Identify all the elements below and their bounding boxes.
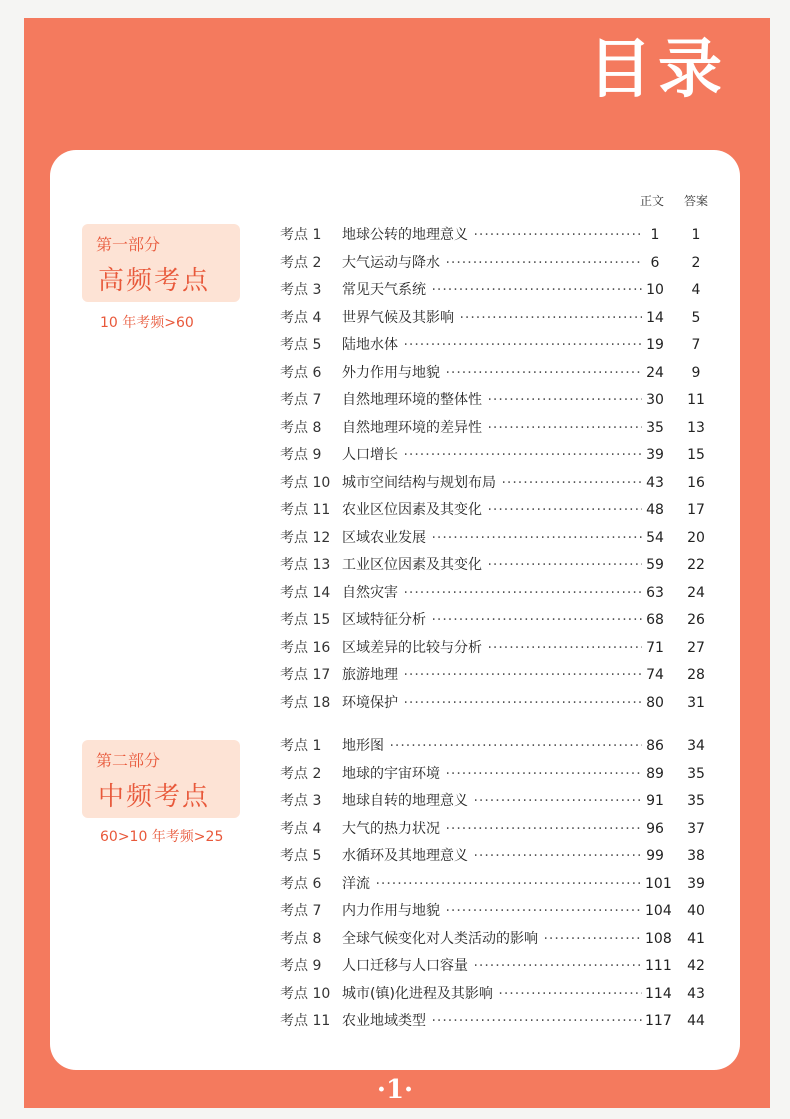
topic-title: 外力作用与地貌 ·····	[342, 362, 642, 384]
topic-title: 人口迁移与人口容量 ·····	[342, 955, 642, 977]
answer-page-number: 24	[687, 584, 705, 601]
section-name: 中频考点	[98, 782, 211, 812]
topic-title: 世界气候及其影响 ·····	[342, 307, 642, 329]
topic-title: 地球的宇宙环境 ·····	[342, 763, 642, 785]
topic-title: 自然灾害 ·····	[342, 582, 642, 604]
topic-number: 考点 15	[280, 612, 331, 628]
toc-entry[interactable]	[280, 307, 720, 329]
topic-title: 大气的热力状况 ·····	[342, 818, 642, 840]
toc-entry[interactable]	[280, 900, 720, 922]
section-part-label: 第一部分	[96, 235, 161, 254]
topic-number: 考点 7	[280, 392, 322, 408]
toc-entry[interactable]	[280, 955, 720, 977]
topic-number: 考点 14	[280, 584, 331, 601]
section-part-label: 第二部分	[96, 751, 161, 770]
main-page-number: 59	[646, 557, 664, 573]
topic-number: 考点 8	[280, 930, 322, 947]
main-page-number: 19	[646, 337, 664, 353]
answer-page-number: 16	[687, 474, 705, 491]
toc-entry[interactable]	[280, 554, 720, 576]
answer-page-number: 5	[691, 309, 701, 326]
answer-page-number: 22	[687, 557, 705, 573]
main-page-number: 91	[646, 793, 664, 809]
topic-number: 考点 17	[280, 667, 331, 683]
main-page-number: 6	[650, 254, 660, 271]
topic-number: 考点 1	[280, 227, 322, 243]
main-page-number: 39	[646, 447, 664, 463]
topic-number: 考点 12	[280, 529, 331, 546]
main-page-number: 35	[646, 419, 664, 436]
main-page-number: 43	[646, 474, 664, 491]
section-frequency-note: 60>10 年考频>25	[100, 829, 224, 845]
toc-entry[interactable]	[280, 252, 720, 274]
topic-number: 考点 16	[280, 639, 331, 656]
page-title: 目录	[588, 33, 728, 107]
answer-page-number: 44	[687, 1013, 705, 1029]
main-page-number: 101	[645, 875, 672, 892]
answer-page-number: 1	[691, 227, 701, 243]
answer-page-number: 31	[687, 694, 705, 711]
answer-page-number: 40	[687, 903, 705, 919]
answer-page-number: 42	[687, 958, 705, 974]
column-header-answer: 答案	[684, 194, 709, 208]
main-page-number: 54	[646, 529, 664, 546]
answer-page-number: 13	[687, 419, 705, 436]
answer-page-number: 35	[687, 765, 705, 782]
topic-number: 考点 3	[280, 793, 322, 809]
main-page-number: 74	[646, 667, 664, 683]
main-page-number: 114	[645, 985, 672, 1002]
topic-number: 考点 7	[280, 903, 322, 919]
toc-entry[interactable]	[280, 637, 720, 659]
main-page-number: 99	[646, 848, 664, 864]
section-frequency-note: 10 年考频>60	[100, 315, 194, 331]
answer-page-number: 43	[687, 985, 705, 1002]
main-page-number: 24	[646, 364, 664, 381]
topic-number: 考点 4	[280, 309, 322, 326]
topic-number: 考点 2	[280, 254, 322, 271]
main-page-number: 96	[646, 820, 664, 837]
main-page-number: 14	[646, 309, 664, 326]
answer-page-number: 39	[687, 875, 705, 892]
main-page-number: 48	[646, 502, 664, 518]
topic-title: 自然地理环境的差异性 ·····	[342, 417, 642, 439]
toc-entry[interactable]	[280, 224, 720, 246]
topic-title: 地球自转的地理意义 ·····	[342, 790, 642, 812]
main-page-number: 111	[645, 958, 672, 974]
answer-page-number: 37	[687, 820, 705, 837]
main-page-number: 117	[645, 1013, 672, 1029]
topic-title: 地球公转的地理意义 ·····	[342, 224, 642, 246]
page-number: ·1·	[376, 1075, 414, 1105]
topic-title: 自然地理环境的整体性 ·····	[342, 389, 642, 411]
toc-entry[interactable]	[280, 389, 720, 411]
answer-page-number: 17	[687, 502, 705, 518]
section-name: 高频考点	[98, 266, 211, 296]
toc-entry[interactable]	[280, 1010, 720, 1032]
main-page-number: 80	[646, 694, 664, 711]
answer-page-number: 27	[687, 639, 705, 656]
topic-number: 考点 5	[280, 848, 322, 864]
topic-number: 考点 8	[280, 419, 322, 436]
section-badge-2	[82, 740, 240, 818]
answer-page-number: 38	[687, 848, 705, 864]
main-page-number: 1	[650, 227, 660, 243]
topic-title: 区域差异的比较与分析 ·····	[342, 637, 642, 659]
toc-entry[interactable]	[280, 444, 720, 466]
topic-title: 农业区位因素及其变化 ·····	[342, 499, 642, 521]
answer-page-number: 9	[691, 364, 701, 381]
answer-page-number: 20	[687, 529, 705, 546]
toc-entry[interactable]	[280, 527, 720, 549]
toc-entry[interactable]	[280, 499, 720, 521]
main-page-number: 68	[646, 612, 664, 628]
toc-entry[interactable]	[280, 664, 720, 686]
toc-entry[interactable]	[280, 582, 720, 604]
topic-title: 地形图 ·····	[342, 735, 642, 757]
answer-page-number: 7	[691, 337, 701, 353]
topic-number: 考点 11	[280, 1013, 331, 1029]
topic-number: 考点 11	[280, 502, 331, 518]
topic-number: 考点 10	[280, 474, 331, 491]
topic-title: 旅游地理 ·····	[342, 664, 642, 686]
main-page-number: 108	[645, 930, 672, 947]
topic-number: 考点 13	[280, 557, 331, 573]
answer-page-number: 2	[691, 254, 701, 271]
topic-number: 考点 2	[280, 765, 322, 782]
topic-title: 人口增长 ·····	[342, 444, 642, 466]
answer-page-number: 26	[687, 612, 705, 628]
topic-title: 工业区位因素及其变化 ·····	[342, 554, 642, 576]
toc-entry[interactable]	[280, 790, 720, 812]
topic-number: 考点 3	[280, 282, 322, 298]
toc-entry[interactable]	[280, 334, 720, 356]
topic-title: 常见天气系统 ·····	[342, 279, 642, 301]
topic-number: 考点 10	[280, 985, 331, 1002]
topic-number: 考点 6	[280, 875, 322, 892]
toc-entry[interactable]	[280, 983, 720, 1005]
main-page-number: 10	[646, 282, 664, 298]
toc-entry[interactable]	[280, 928, 720, 950]
toc-entry[interactable]	[280, 763, 720, 785]
topic-number: 考点 6	[280, 364, 322, 381]
toc-entry[interactable]	[280, 873, 720, 895]
toc-entry[interactable]	[280, 735, 720, 757]
topic-title: 水循环及其地理意义 ·····	[342, 845, 642, 867]
toc-entry[interactable]	[280, 417, 720, 439]
toc-entry[interactable]	[280, 609, 720, 631]
answer-page-number: 11	[687, 392, 705, 408]
topic-title: 洋流 ·····	[342, 873, 642, 895]
answer-page-number: 15	[687, 447, 705, 463]
topic-title: 陆地水体 ·····	[342, 334, 642, 356]
toc-entry[interactable]	[280, 818, 720, 840]
answer-page-number: 34	[687, 738, 705, 754]
answer-page-number: 28	[687, 667, 705, 683]
topic-number: 考点 9	[280, 958, 322, 974]
toc-entry[interactable]	[280, 279, 720, 301]
topic-number: 考点 4	[280, 820, 322, 837]
topic-number: 考点 1	[280, 738, 322, 754]
section-badge-1	[82, 224, 240, 302]
main-page-number: 30	[646, 392, 664, 408]
main-page-number: 104	[645, 903, 672, 919]
toc-entry[interactable]	[280, 472, 720, 494]
toc-entry[interactable]	[280, 362, 720, 384]
topic-number: 考点 5	[280, 337, 322, 353]
topic-title: 环境保护 ·····	[342, 692, 642, 714]
main-page-number: 86	[646, 738, 664, 754]
topic-title: 农业地域类型 ·····	[342, 1010, 642, 1032]
topic-title: 区域特征分析 ·····	[342, 609, 642, 631]
topic-number: 考点 18	[280, 694, 331, 711]
topic-title: 全球气候变化对人类活动的影响 ·····	[342, 928, 642, 950]
toc-entry[interactable]	[280, 692, 720, 714]
answer-page-number: 35	[687, 793, 705, 809]
topic-title: 城市(镇)化进程及其影响 ·····	[342, 983, 642, 1005]
topic-title: 内力作用与地貌 ·····	[342, 900, 642, 922]
column-header-main: 正文	[640, 194, 665, 208]
answer-page-number: 41	[687, 930, 705, 947]
answer-page-number: 4	[691, 282, 701, 298]
topic-number: 考点 9	[280, 447, 322, 463]
main-page-number: 89	[646, 765, 664, 782]
topic-title: 区域农业发展 ·····	[342, 527, 642, 549]
main-page-number: 63	[646, 584, 664, 601]
topic-title: 城市空间结构与规划布局 ·····	[342, 472, 642, 494]
topic-title: 大气运动与降水 ·····	[342, 252, 642, 274]
main-page-number: 71	[646, 639, 664, 656]
toc-entry[interactable]	[280, 845, 720, 867]
